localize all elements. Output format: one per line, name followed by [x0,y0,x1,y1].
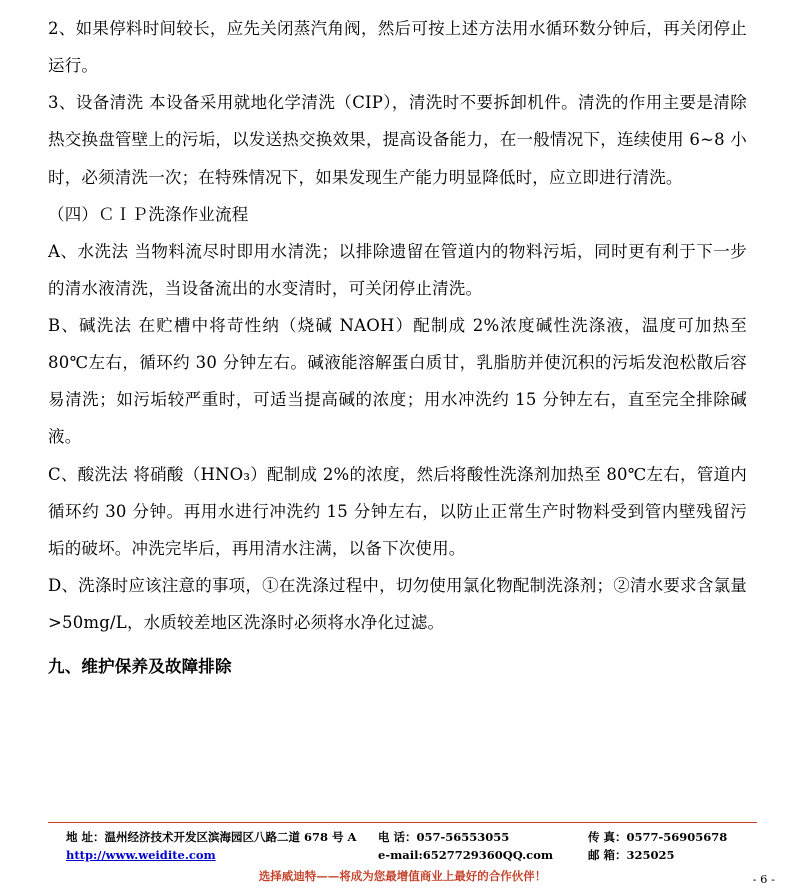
footer-phone-label: 电 话： [378,830,417,845]
footer-email [378,847,588,865]
paragraph-4: A、水洗法 当物料流尽时即用水清洗；以排除遗留在管道内的物料污垢，同时更有利于下一步的清水液清洗，当设备流出的水变清时，可关闭停止清洗。 [48,241,747,298]
footer-slogan: 选择威迪特——将成为您最增值商业上最好的合作伙伴！ [258,869,547,883]
footer-contact-row-2 [48,847,757,865]
paragraph-6: C、酸洗法 将硝酸（HNO₃）配制成 2%的浓度，然后将酸性洗涤剂加热至 80℃左右，管道内循环约 30 分钟。再用水进行冲洗约 15 分钟左右，以防止正常生产时物料受到管内壁残留污垢的破坏。冲洗完毕后，再用清水注满，以备下次使用。 [48,464,747,558]
footer-qq-value: 325025 [626,848,675,863]
footer-address-label: 地 址： [66,830,105,845]
footer-fax-label: 传 真： [588,830,627,845]
footer-contact-row-1 [48,829,757,847]
paragraph-5: B、碱洗法 在贮槽中将苛性纳（烧碱 NAOH）配制成 2%浓度碱性洗涤液，温度可加热至 80℃左右，循环约 30 分钟左右。碱液能溶解蛋白质甘，乳脂肪并使沉积的污垢发泡松散后容易清洗；如污垢较严重时，可适当提高碱的浓度；用水冲洗约 15 分钟左右，直至完全排除碱液。 [48,316,747,447]
document-body [48,10,747,687]
footer-qq-label: 邮 箱： [588,848,627,863]
footer-email-value: 6527729360QQ.com [422,848,554,863]
footer-website [48,847,378,865]
footer-address-value: 温州经济技术开发区滨海园区八路二道 678 号 A [104,830,357,845]
paragraph-3: （四）ＣＩＰ洗涤作业流程 [48,204,249,224]
paragraph-2: 3、设备清洗 本设备采用就地化学清洗（CIP），清洗时不要拆卸机件。清洗的作用主要是清除热交换盘管壁上的污垢，以发送热交换效果，提高设备能力，在一般情况下，连续使用 6~8 小时，必须清洗一次；在特殊情况下，如果发现生产能力明显降低时，应立即进行清洗。 [48,93,747,187]
paragraph-7: D、洗涤时应该注意的事项，①在洗涤过程中，切勿使用氯化物配制洗涤剂；②清水要求含氯量>50mg/L，水质较差地区洗涤时必须将水净化过滤。 [48,575,747,632]
footer-email-label: e-mail: [378,848,423,863]
footer-phone-value: 057-56553055 [416,830,510,845]
paragraph-1: 2、如果停料时间较长，应先关闭蒸汽角阀，然后可按上述方法用水循环数分钟后，再关闭停止运行。 [48,19,747,76]
footer-phone [378,829,588,847]
footer-divider [48,822,757,823]
footer-address [48,829,378,847]
section-heading: 九、维护保养及故障排除 [48,657,232,677]
footer-qq [588,847,757,865]
footer-website-link[interactable]: http://www.weidite.com [66,848,216,863]
page-number: - 6 - [752,872,775,886]
page-footer [48,822,757,884]
footer-fax [588,829,757,847]
footer-fax-value: 0577-56905678 [626,830,728,845]
